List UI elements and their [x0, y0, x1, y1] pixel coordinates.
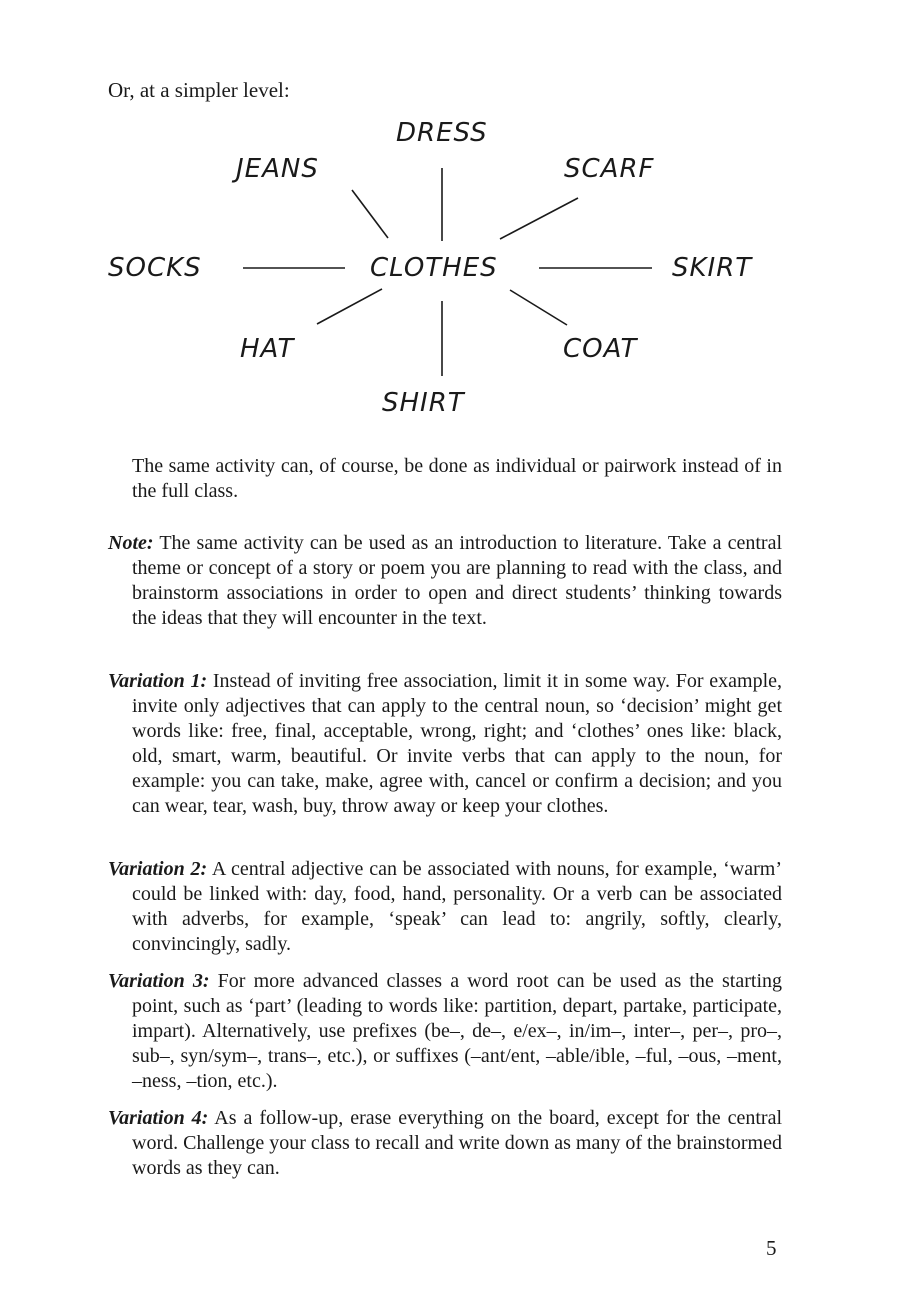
variation-3-label: Variation 3: — [108, 970, 210, 992]
variation-1-text: Instead of inviting free association, limit it in some way. For example, invite only adjectives that can apply to the central noun, so ‘decision’ might get words like: free, final, acceptable, wrong, right; and ‘clothes’ ones like: black, old, smart, warm, beautiful. Or invite verbs that can apply to the noun, for example: you can take, make, agree with, cancel or confirm a decision; and you can wear, tear, wash, buy, throw away or keep your clothes. — [132, 670, 783, 817]
link-coat — [510, 290, 567, 325]
word-skirt: SKIRT — [672, 253, 753, 283]
intro-line: Or, at a simpler level: — [108, 78, 290, 102]
link-scarf — [500, 198, 578, 239]
paragraph-variation-1 — [108, 669, 782, 819]
paragraph-same-activity: The same activity can, of course, be done as individual or pairwork instead of in the full class. — [132, 455, 782, 502]
word-jeans: JEANS — [236, 154, 319, 184]
paragraph-note — [108, 531, 782, 631]
paragraph-variation-4 — [108, 1106, 782, 1181]
note-label: Note: — [108, 532, 154, 554]
page-number: 5 — [766, 1236, 777, 1260]
variation-4-text: As a follow-up, erase everything on the board, except for the central word. Challenge your class to recall and write down as many of the brainstormed words as they can. — [132, 1107, 783, 1179]
word-coat: COAT — [563, 334, 638, 364]
word-shirt: SHIRT — [382, 388, 465, 418]
note-text: The same activity can be used as an introduction to literature. Take a central theme or concept of a story or poem you are planning to read with the class, and brainstorm associations in order to open and direct students’ thinking towards the ideas that they will encounter in the text. — [132, 532, 782, 629]
word-dress: DRESS — [396, 118, 488, 148]
word-scarf: SCARF — [564, 154, 655, 184]
variation-4-label: Variation 4: — [108, 1107, 209, 1129]
word-socks: SOCKS — [108, 253, 202, 283]
variation-1-label: Variation 1: — [108, 670, 208, 692]
word-center-clothes: CLOTHES — [370, 253, 498, 283]
word-web-diagram — [0, 0, 898, 440]
paragraph-variation-2 — [108, 857, 782, 957]
variation-2-label: Variation 2: — [108, 858, 208, 880]
link-jeans — [352, 190, 388, 238]
variation-3-text: For more advanced classes a word root can be used as the starting point, such as ‘part’ (leading to words like: partition, depart, partake, participate, impart). Alternatively, use prefixes (be–, de–, e/ex–, in/im–, inter–, per–, pro–, sub–, syn/sym–, trans–, etc.), or suffixes (–ant/ent, –able/ible, –ful, –ous, –ment, –ness, –tion, etc.). — [132, 970, 783, 1092]
paragraph-variation-3 — [108, 969, 782, 1094]
variation-2-text: A central adjective can be associated with nouns, for example, ‘warm’ could be linked with: day, food, hand, personality. Or a verb can be associated with adverbs, for example, ‘speak’ can lead to: angrily, softly, clearly, convincingly, sadly. — [132, 858, 782, 955]
link-hat — [317, 289, 382, 324]
word-hat: HAT — [240, 334, 295, 364]
